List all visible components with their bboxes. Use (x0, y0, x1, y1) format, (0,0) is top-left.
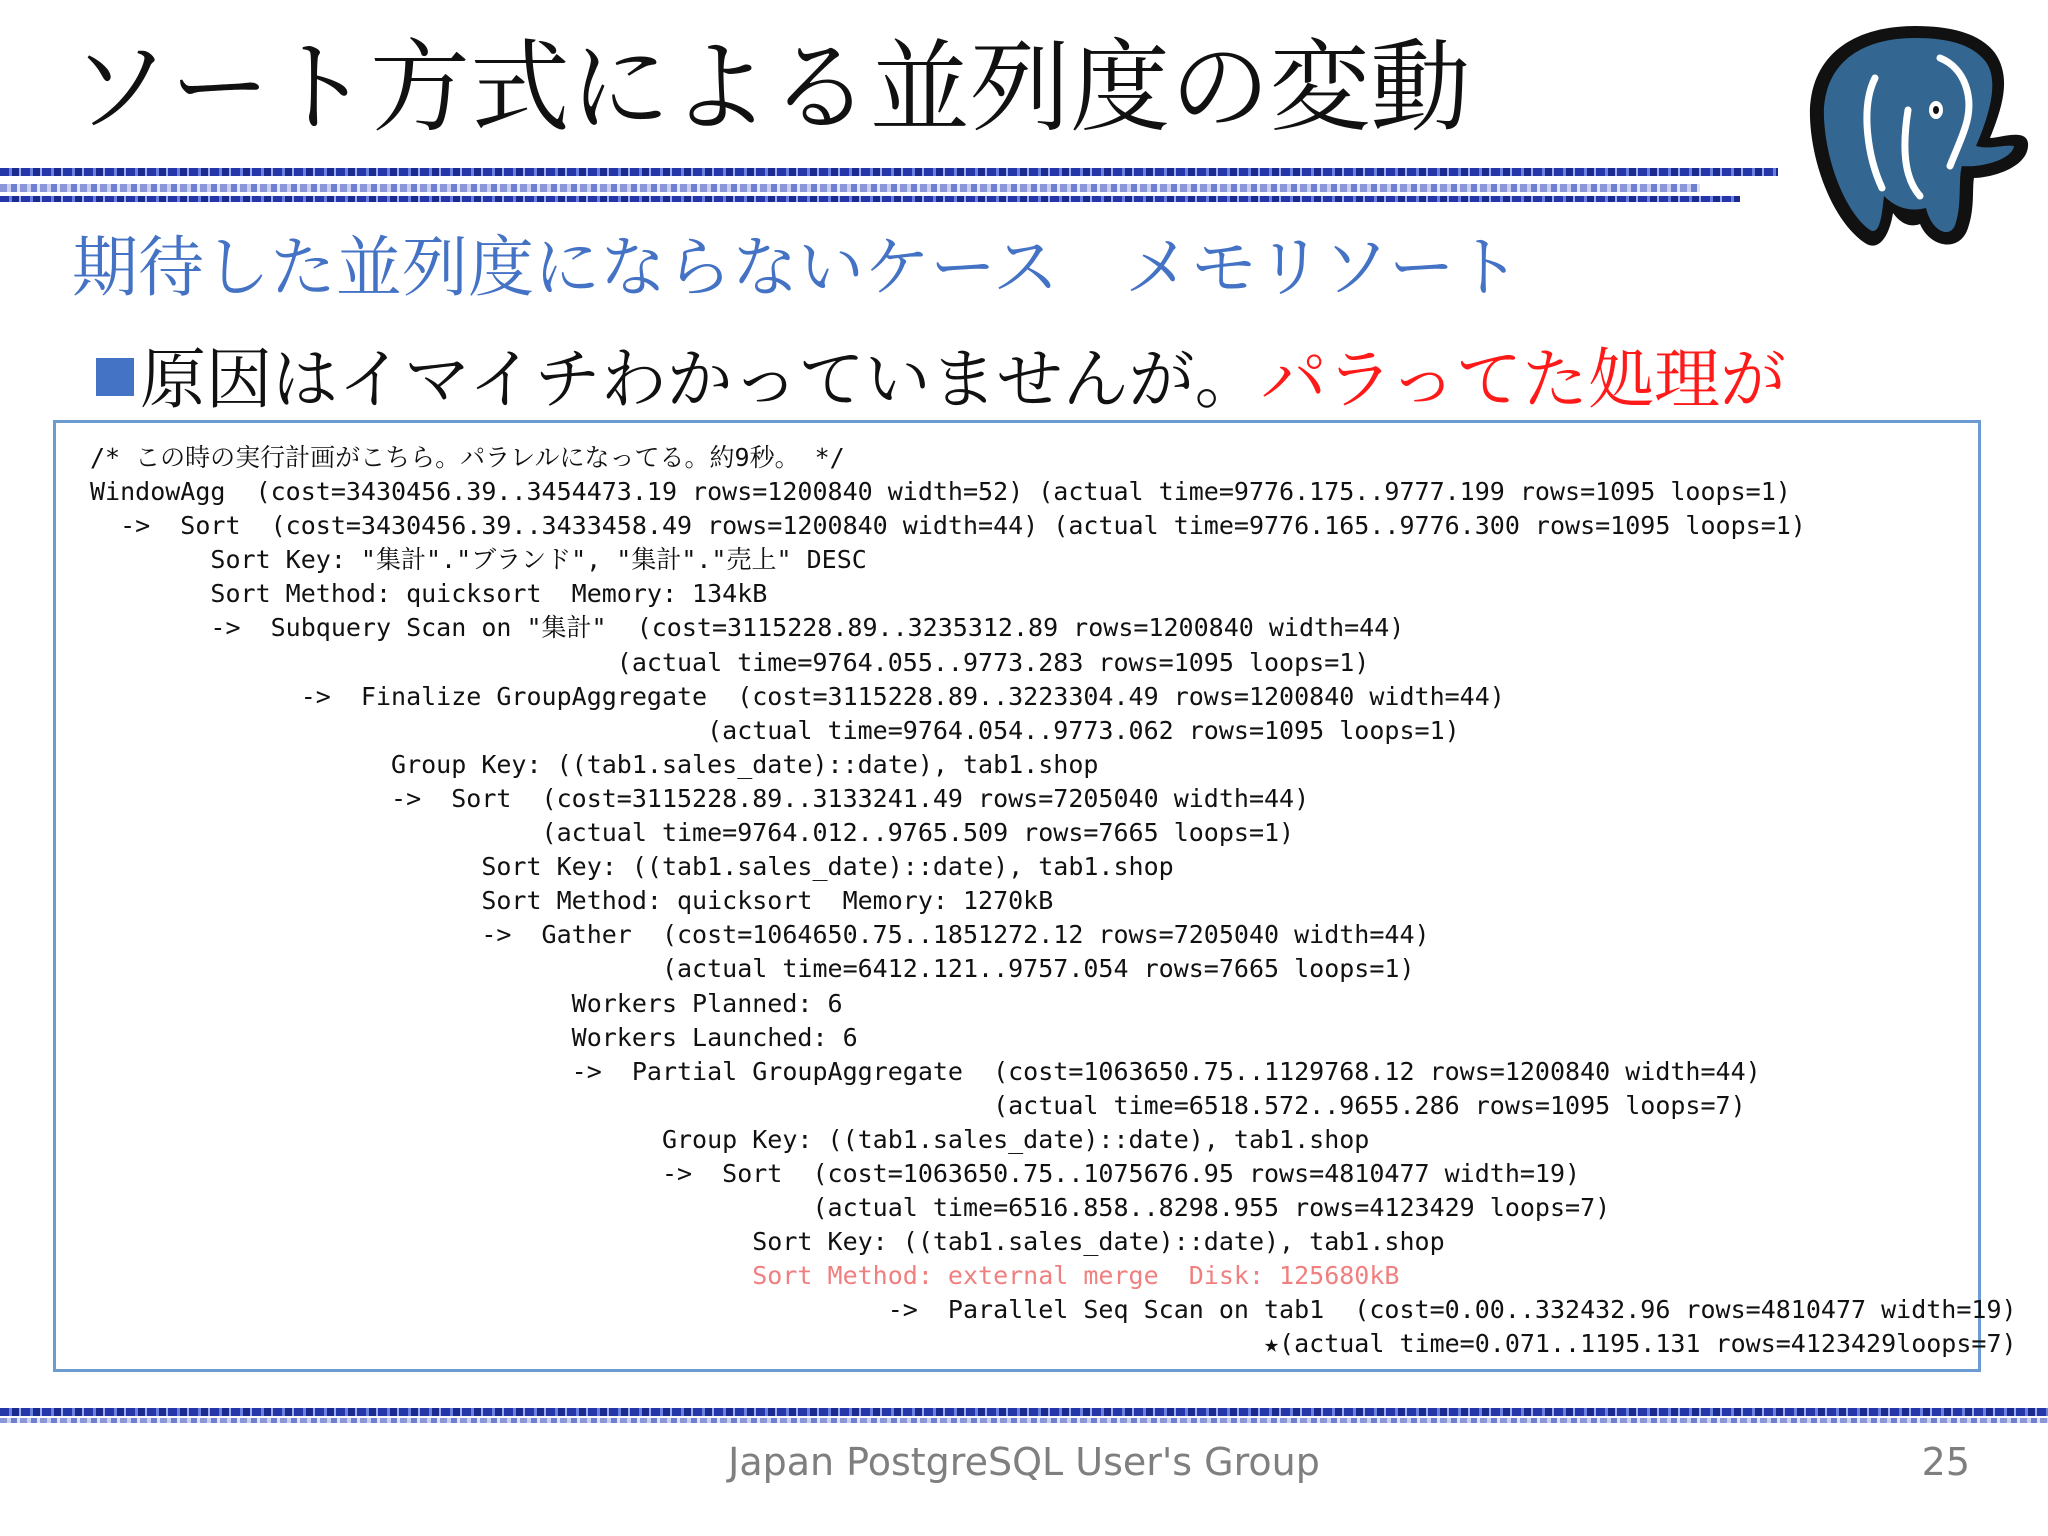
plan-line: Sort Key: "集計"."ブランド", "集計"."売上" DESC (90, 545, 867, 575)
plan-line: -> Finalize GroupAggregate (cost=3115228.89..3223304.49 rows=1200840 width=44) (90, 681, 1505, 711)
plan-line: Group Key: ((tab1.sales_date)::date), tab1.shop (90, 749, 1099, 779)
plan-line: Sort Key: ((tab1.sales_date)::date), tab1.shop (90, 1227, 1445, 1257)
plan-line: -> Sort (cost=3430456.39..3433458.49 rows=1200840 width=44) (actual time=9776.165..9776.300 rows=1095 loops=1) (90, 511, 1806, 541)
plan-line: -> Gather (cost=1064650.75..1851272.12 rows=7205040 width=44) (90, 920, 1430, 950)
plan-line: Sort Key: ((tab1.sales_date)::date), tab1.shop (90, 852, 1174, 882)
plan-line: Sort Method: quicksort Memory: 1270kB (90, 886, 1054, 916)
execution-plan-box (53, 420, 2017, 1372)
plan-line: -> Partial GroupAggregate (cost=1063650.75..1129768.12 rows=1200840 width=44) (90, 1056, 1761, 1086)
plan-line: WindowAgg (cost=3430456.39..3454473.19 rows=1200840 width=52) (actual time=9776.175..9777.199 rows=1095 loops=1) (90, 477, 1791, 507)
plan-line: (actual time=9764.054..9773.062 rows=1095 loops=1) (90, 715, 1460, 745)
plan-line: ★(actual time=0.071..1195.131 rows=4123429loops=7) (90, 1329, 2017, 1359)
plan-line: -> Sort (cost=3115228.89..3133241.49 rows=7205040 width=44) (90, 783, 1310, 813)
plan-line: (actual time=9764.012..9765.509 rows=7665 loops=1) (90, 818, 1295, 848)
plan-line: Group Key: ((tab1.sales_date)::date), tab1.shop (90, 1124, 1370, 1154)
plan-line-highlighted: Sort Method: external merge Disk: 125680kB (90, 1261, 1400, 1291)
bullet-square-icon (96, 358, 134, 396)
execution-plan-text (90, 441, 2017, 1362)
footer-rule-secondary (0, 1418, 2048, 1423)
bullet-item (96, 340, 1786, 419)
plan-line: (actual time=6518.572..9655.286 rows=1095 loops=7) (90, 1090, 1746, 1120)
title-underline-rule-secondary (0, 184, 1700, 192)
slide-subtitle: 期待した並列度にならないケース メモリソート (72, 229, 1521, 306)
plan-line: -> Subquery Scan on "集計" (cost=3115228.89..3235312.89 rows=1200840 width=44) (90, 613, 1405, 643)
postgresql-elephant-icon (1790, 18, 2040, 258)
plan-line: /* この時の実行計画がこちら。パラレルになってる。約9秒。 */ (90, 443, 845, 472)
plan-line: -> Sort (cost=1063650.75..1075676.95 rows=4810477 width=19) (90, 1158, 1581, 1188)
plan-line: Sort Method: quicksort Memory: 134kB (90, 579, 768, 609)
title-underline-rule (0, 168, 1778, 176)
plan-line: -> Parallel Seq Scan on tab1 (cost=0.00..332432.96 rows=4810477 width=19) (90, 1295, 2017, 1325)
bullet-text-emphasis: パラってた処理が (1260, 341, 1787, 418)
plan-line: (actual time=6516.858..8298.955 rows=4123429 loops=7) (90, 1193, 1611, 1223)
title-underline-rule-tertiary (0, 196, 1740, 202)
bullet-text: 原因はイマイチわかっていませんが。 (140, 341, 1261, 418)
page-number: 25 (1921, 1440, 1970, 1484)
plan-line: (actual time=6412.121..9757.054 rows=7665 loops=1) (90, 954, 1415, 984)
plan-line: (actual time=9764.055..9773.283 rows=1095 loops=1) (90, 647, 1370, 677)
footer-text: Japan PostgreSQL User's Group (728, 1440, 1320, 1484)
plan-line: Workers Planned: 6 (90, 988, 843, 1018)
footer-rule (0, 1408, 2048, 1416)
plan-line: Workers Launched: 6 (90, 1022, 858, 1052)
slide-title: ソート方式による並列度の変動 (70, 29, 1470, 146)
